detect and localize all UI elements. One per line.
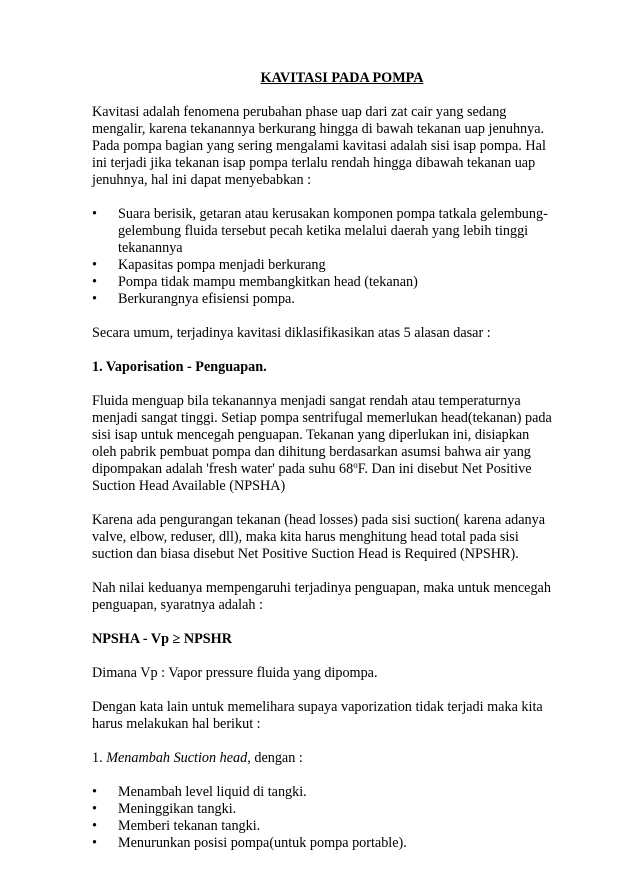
list-item: • Pompa tidak mampu membangkitkan head (tekanan) <box>92 274 418 290</box>
step-1-line: 1. Menambah Suction head, dengan : <box>92 750 303 766</box>
npsh-formula: NPSHA - Vp ≥ NPSHR <box>92 631 232 647</box>
list-item: • Menambah level liquid di tangki. <box>92 784 307 800</box>
effects-list <box>92 206 554 308</box>
section-heading-vaporisation: 1. Vaporisation - Penguapan. <box>92 359 267 375</box>
bullet-icon: • <box>92 206 97 222</box>
bullet-icon: • <box>92 291 97 307</box>
vaporisation-paragraph-3: Nah nilai keduanya mempengaruhi terjadinya penguapan, maka untuk mencegah penguapan, syaratnya adalah : <box>92 580 551 613</box>
intro-paragraph: Kavitasi adalah fenomena perubahan phase uap dari zat cair yang sedang mengalir, karena tekanannya berkurang hingga di bawah tekanan uap jenuhnya. Pada pompa bagian yang sering mengalami kavitasi adalah sisi isap pompa. Hal ini terjadi jika tekanan isap pompa terlalu rendah hingga dibawah tekanan uap jenuhnya, hal ini dapat menyebabkan : <box>92 104 546 188</box>
bullet-icon: • <box>92 274 97 290</box>
bullet-icon: • <box>92 801 97 817</box>
degree-superscript: o <box>353 460 358 470</box>
list-item: • Suara berisik, getaran atau kerusakan komponen pompa tatkala gelembung-gelembung fluida tersebut pecah ketika melalui daerah yang lebih tinggi tekanannya <box>92 206 548 256</box>
vaporisation-paragraph-1: Fluida menguap bila tekanannya menjadi sangat rendah atau temperaturnya menjadi sangat tinggi. Setiap pompa sentrifugal memerlukan head(tekanan) pada sisi isap untuk mencegah penguapan. Tekanan yang diperlukan ini, disiapkan oleh pabrik pembuat pompa dan dihitung berdasarkan asumsi bahwa air yang dipompakan adalah 'fresh water' pada suhu 68$^o$F. Dan ini disebut Net Positive Suction Head Available (NPSHA) <box>92 393 552 494</box>
list-item: • Menurunkan posisi pompa(untuk pompa portable). <box>92 835 407 851</box>
list-item: • Kapasitas pompa menjadi berkurang <box>92 257 326 273</box>
document-title: KAVITASI PADA POMPA <box>260 70 424 86</box>
list-item: • Berkurangnya efisiensi pompa. <box>92 291 295 307</box>
vaporisation-paragraph-2: Karena ada pengurangan tekanan (head losses) pada sisi suction( karena adanya valve, elbow, reduser, dll), maka kita harus menghitung head total pada sisi suction dan biasa disebut Net Positive Suction Head is Required (NPSHR). <box>92 512 546 562</box>
step-1-label: Menambah Suction head <box>106 750 248 766</box>
list-item: • Meninggikan tangki. <box>92 801 237 817</box>
step-1-list <box>92 784 554 852</box>
bullet-icon: • <box>92 835 97 851</box>
reasons-intro: Secara umum, terjadinya kavitasi diklasifikasikan atas 5 alasan dasar : <box>92 325 491 341</box>
list-item: • Memberi tekanan tangki. <box>92 818 261 834</box>
bullet-icon: • <box>92 818 97 834</box>
document-page <box>92 70 554 869</box>
prevention-intro: Dengan kata lain untuk memelihara supaya vaporization tidak terjadi maka kita harus melakukan hal berikut : <box>92 699 543 732</box>
bullet-icon: • <box>92 784 97 800</box>
bullet-icon: • <box>92 257 97 273</box>
vp-definition: Dimana Vp : Vapor pressure fluida yang dipompa. <box>92 665 378 681</box>
